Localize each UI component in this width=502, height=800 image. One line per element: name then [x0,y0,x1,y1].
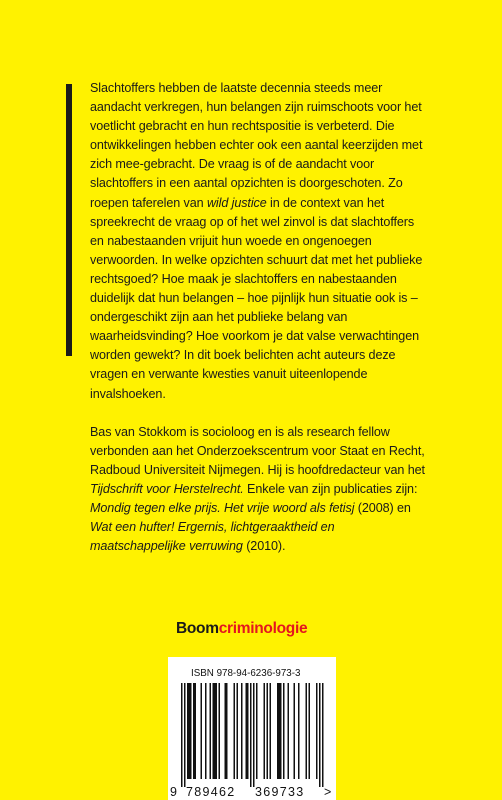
barcode-quiet-mark: > [324,785,332,799]
barcode-bar [256,683,258,779]
barcode-bar [195,683,197,779]
barcode-bar [190,683,192,779]
barcode-bar [253,683,255,787]
author-bio: Bas van Stokkom is socioloog en is als research fellow verbonden aan het Onderzoekscentrum voor Staat en Recht, Radboud Universiteit Nijmegen. Hij is hoofdredacteur van het Tijdschrift voor Herstelrecht. Enkele van zijn publicaties zijn: Mondig tegen elke prijs. Het vrije woord als fetisj (2008) en Wat een hufter! Ergernis, lichtgeraaktheid en maatschappelijke verruwing (2010). [90,424,425,554]
barcode-bar [216,683,218,779]
barcode-bar [316,683,318,779]
barcode-bar [280,683,282,779]
barcode-bar [294,683,296,779]
barcode-bar [319,683,321,787]
barcode-bar [219,683,221,779]
barcode-bar [264,683,266,779]
barcode-bar [277,683,279,779]
vertical-rule [66,84,72,356]
barcode-bar [225,683,227,779]
barcode-bar [189,683,191,779]
barcode-first-digit: 9 [170,785,177,799]
italic-term: wild justice [206,195,267,210]
barcode-bar [184,683,186,787]
publisher-logo [176,620,307,638]
barcode-bar [193,683,195,779]
journal-title: Tijdschrift voor Herstelrecht. [90,481,244,496]
barcode-bar [306,683,308,779]
barcode-bar [181,683,183,787]
barcode [178,683,328,787]
barcode-bar [279,683,281,779]
barcode-bar [288,683,290,779]
barcode-bar [309,683,311,779]
barcode-bar [267,683,269,779]
isbn-label: ISBN 978-94-6236-973-3 [191,668,301,679]
barcode-bar [270,683,272,779]
blurb-paragraph: Slachtoffers hebben de laatste decennia steeds meer aandacht verkregen, hun belangen zijn ruimschoots voor het voetlicht gebracht en hun rechtspositie is verbeterd. Die ontwikkelingen hebben echter ook een aantal keerzijden met zich mee-gebracht. De vraag is of de aandacht voor slachtoffers in een aantal opzichten is doorgeschoten. Zo roepen taferelen van wild justice in de context van het spreekrecht de vraag op of het wel zinvol is dat slachtoffers en nabestaanden vrijuit hun woede en ongenoegen verwoorden. In welke opzichten schuurt dat met het publieke rechtsgoed? Hoe maak je slachtoffers en nabestaanden duidelijk dat hun belangen – hoe pijnlijk hun situatie ook is – ondergeschikt zijn aan het publieke belang van waarheidsvinding? Hoe voorkom je dat valse verwachtingen worden gewekt? In dit boek belichten acht auteurs deze vragen en verwante kwesties vanuit uiteenlopende invalshoeken. [90,81,423,401]
barcode-bar [213,683,215,779]
barcode-bar [298,683,300,779]
barcode-bar [241,683,243,779]
barcode-bar [283,683,285,779]
publisher-name: Boom [176,620,219,637]
publication-title: Mondig tegen elke prijs. Het vrije woord als fetisj [90,500,355,515]
barcode-left-digits: 789462 [186,785,236,799]
barcode-bar [205,683,207,779]
barcode-bar [234,683,236,779]
barcode-bar [201,683,203,779]
barcode-bar [187,683,189,779]
barcode-panel [168,657,336,800]
barcode-bar [246,683,248,779]
publication-title: Wat een hufter! Ergernis, lichtgeraaktheid en maatschappelijke verruwing [90,520,335,554]
barcode-bar [226,683,228,779]
barcode-right-digits: 369733 [255,785,305,799]
barcode-bar [322,683,324,787]
publisher-imprint: criminologie [218,620,308,637]
barcode-bar [250,683,252,787]
barcode-bar [237,683,239,779]
barcode-bar [247,683,249,779]
back-cover-text [90,79,425,556]
barcode-bar [214,683,216,779]
barcode-bar [210,683,212,779]
